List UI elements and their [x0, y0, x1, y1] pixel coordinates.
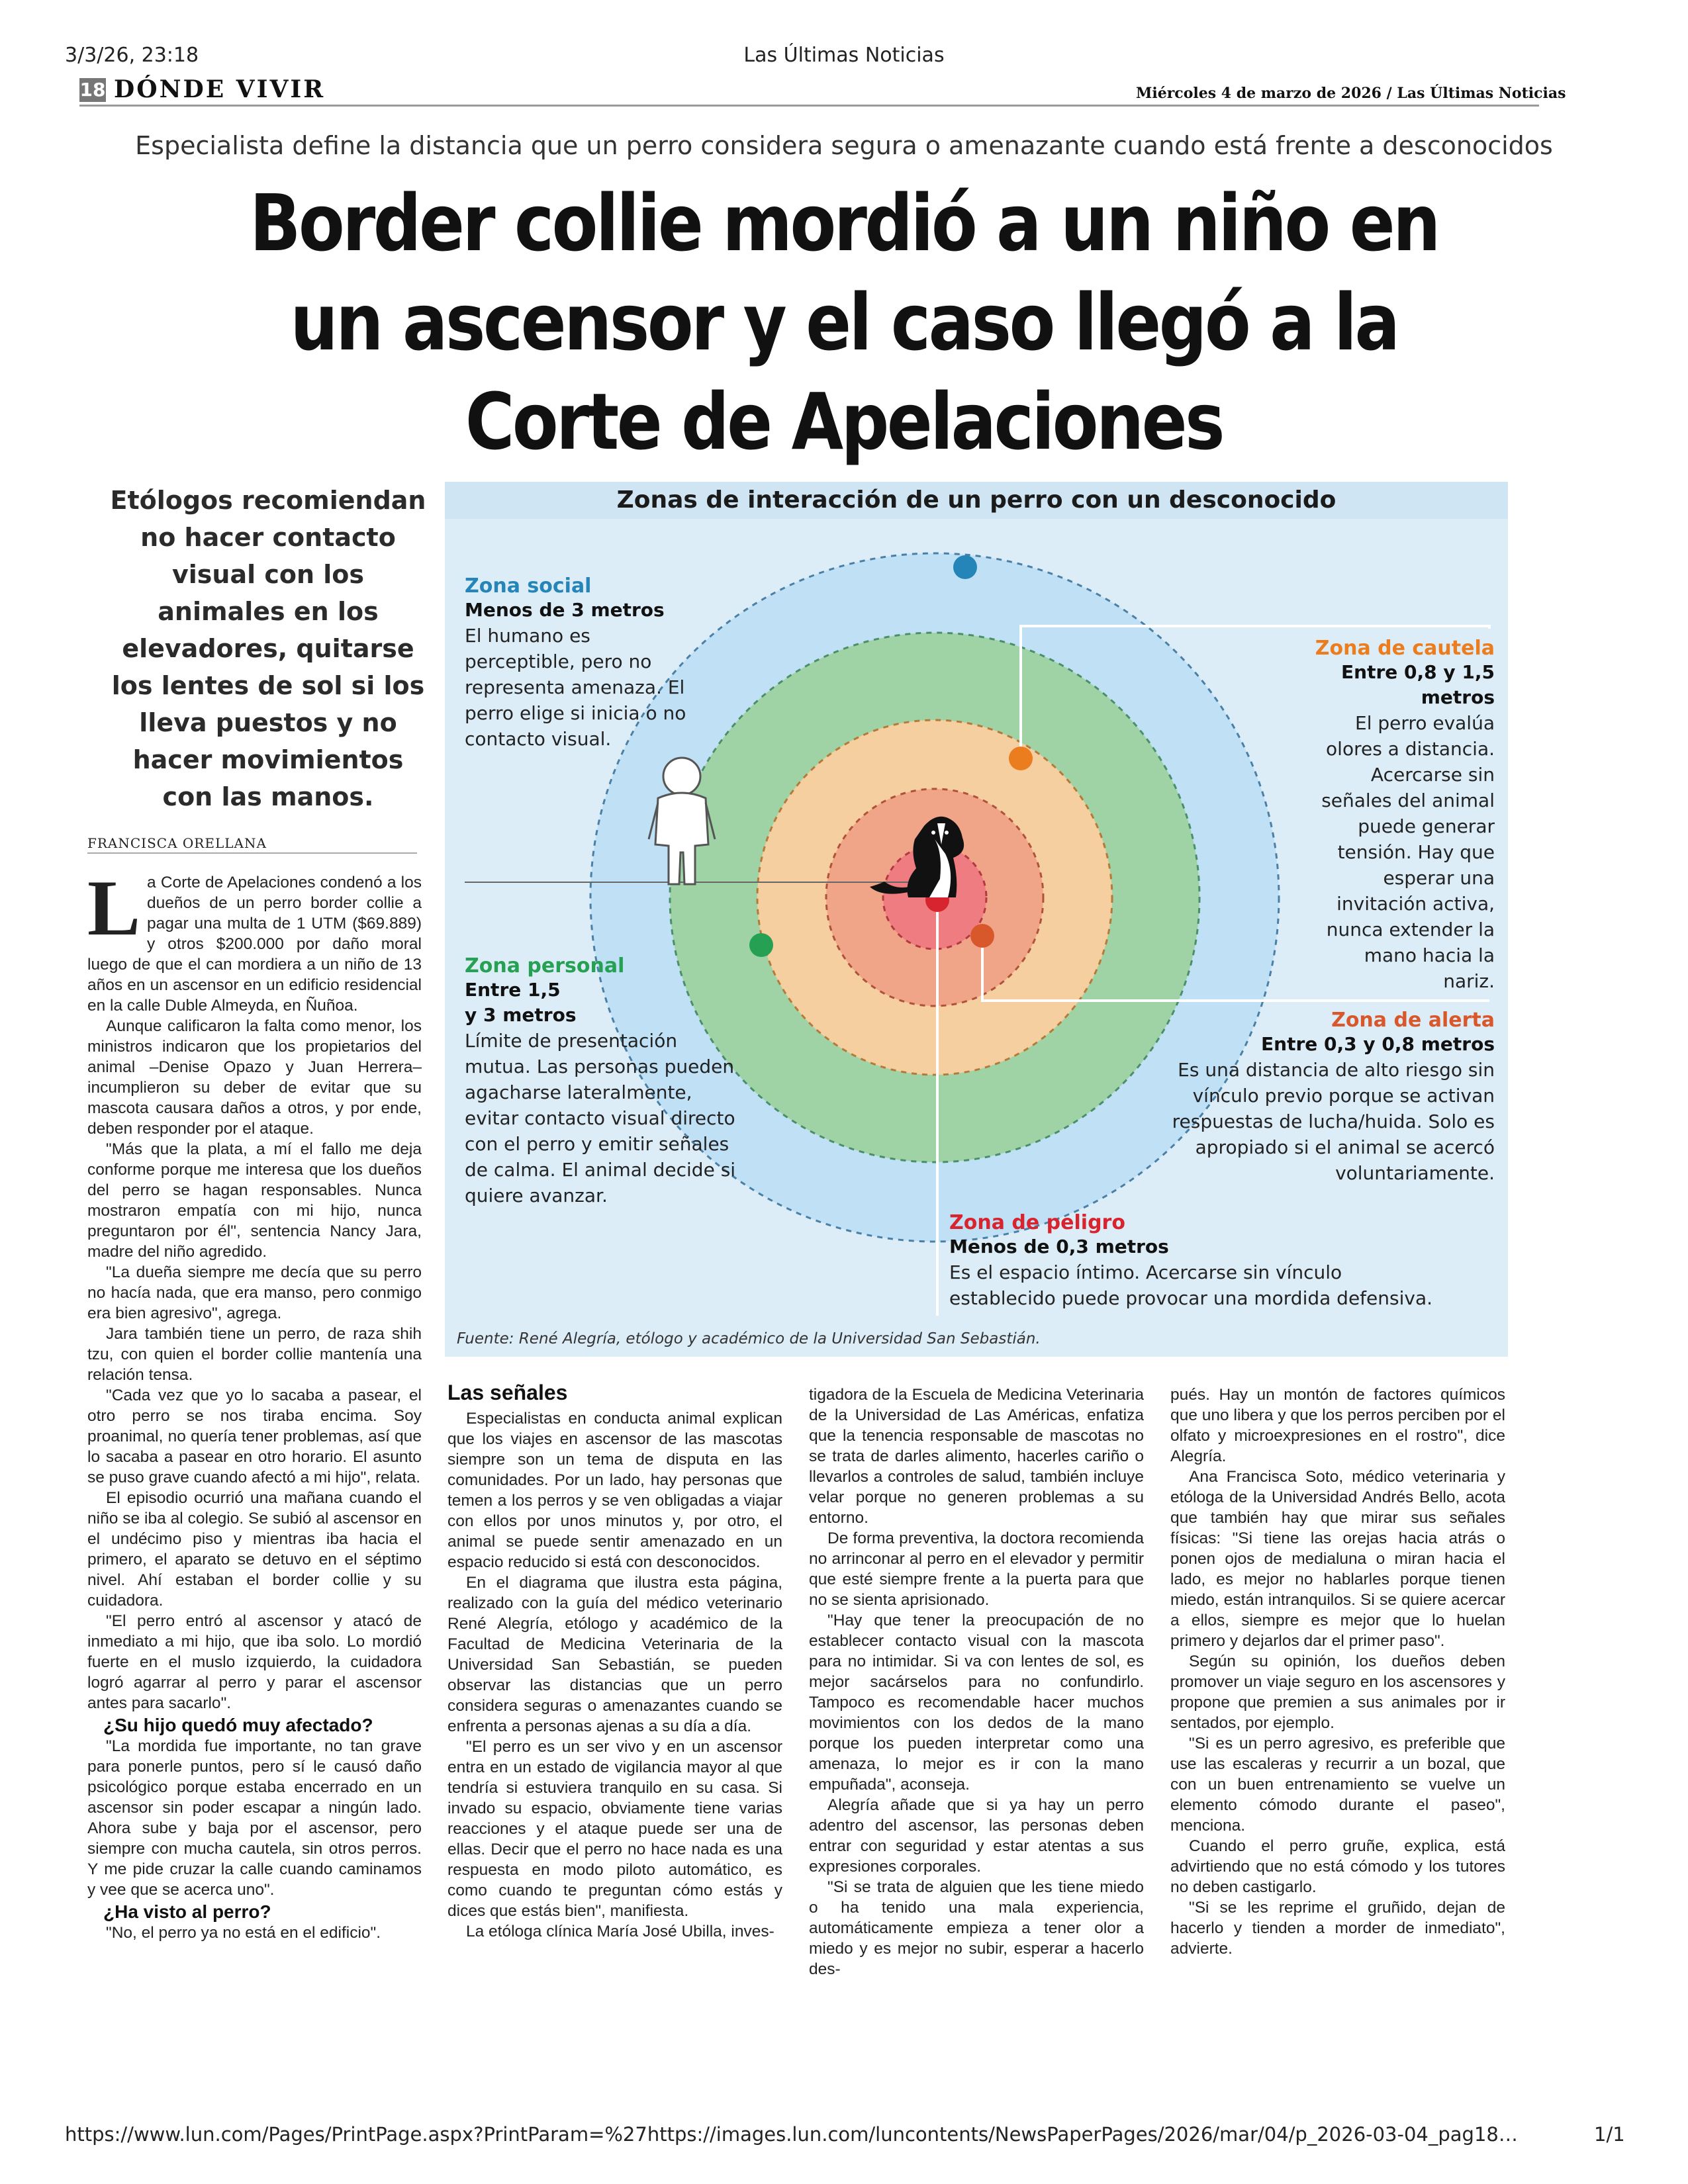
zone-personal: [465, 954, 743, 1208]
kicker: Especialista define la distancia que un perro considera segura o amenazante cuando está frente a desconocidos: [135, 131, 1553, 160]
section-heading: Las señales: [447, 1381, 568, 1404]
page-number: 18: [79, 79, 106, 101]
marker-personal: [749, 933, 773, 957]
paragraph: Según su opinión, los dueños deben promover un viaje seguro en los ascensores y propone que premien a sus animales por ir sentados, por ejemplo.: [1170, 1653, 1505, 1732]
header-rule: [79, 105, 1539, 107]
byline-rule: [87, 852, 417, 854]
zone-alerta: [1164, 1009, 1495, 1186]
zone-social-title: Zona social: [465, 574, 592, 598]
zone-peligro-range: Menos de 0,3 metros: [949, 1236, 1169, 1257]
marker-social: [953, 555, 977, 579]
paragraph: Especialistas en conducta animal explican que los viajes en ascensor de las mascotas siempre son un tema de disputa en las comunidades. Por un lado, hay personas que temen a los perros y se ven obligadas a viajar con ellos por unos minutos y, por otro, el animal se puede sentir amenazado en un espacio reducido si está con desconocidos.: [447, 1410, 782, 1571]
paragraph: "La mordida fue importante, no tan grave para ponerle puntos, pero sí le causó daño psicológico porque estaba encerrado en un ascensor sin poder escapar a ningún lado. Ahora sube y baja por el ascensor, pero siempre con mucha cautela, sin otros perros. Y me pide cruzar la calle cuando caminamos y vee que se acerca uno".: [87, 1737, 422, 1899]
paragraph: El episodio ocurrió una mañana cuando el niño se iba al colegio. Se subió al ascensor en el undécimo piso y mientras iba hacia el primero, el aparato se detuvo en el séptimo nivel. Ahí estaban el border collie y su cuidadora.: [87, 1489, 422, 1610]
paragraph: La etóloga clínica María José Ubilla, inves-: [466, 1923, 774, 1940]
zone-peligro-text: Es el espacio íntimo. Acercarse sin vínculo establecido puede provocar una mordida defensiva.: [949, 1261, 1433, 1309]
zone-alerta-text: Es una distancia de alto riesgo sin vínculo previo porque se activan respuestas de lucha/huida. Solo es apropiado si el animal se acercó voluntariamente.: [1172, 1059, 1495, 1184]
paragraph: a Corte de Apelaciones condenó a los dueños de un perro border collie a pagar una multa de 1 UTM ($69.889) y otros $200.000 por daño moral luego de que el can mordiera a un niño de 13 años en un ascensor en un edificio residencial en la calle Duble Almeyda, en Ñuñoa.: [87, 874, 422, 1015]
paragraph: tigadora de la Escuela de Medicina Veterinaria de la Universidad de Las Américas, enfatiza que la tenencia responsable de mascotas no se trata de darles alimento, hacerles cariño o llevarlos a controles de salud, también incluye velar porque no generen problemas a su entorno.: [809, 1386, 1144, 1527]
paragraph: "No, el perro ya no está en el edificio".: [106, 1924, 381, 1942]
article-column-1: [87, 864, 422, 1943]
deck: Etólogos recomiendan no hacer contacto visual con los animales en los elevadores, quitarse los lentes de sol si los lleva puestos y no hacer movimientos con las manos.: [110, 486, 426, 811]
date-separator: /: [1386, 85, 1392, 102]
zone-personal-range: Entre 1,5 y 3 metros: [465, 979, 577, 1026]
zone-cautela-title: Zona de cautela: [1315, 637, 1495, 660]
paragraph: Alegría añade que si ya hay un perro adentro del ascensor, las personas deben entrar con seguridad y estar atentas a sus expresiones corporales.: [809, 1796, 1144, 1876]
infographic: [445, 482, 1508, 1357]
paper-name: Las Últimas Noticias: [1397, 85, 1566, 102]
zone-peligro: [949, 1211, 1452, 1311]
zone-cautela: [1312, 637, 1495, 994]
paragraph: "El perro es un ser vivo y en un ascensor entra en un estado de vigilancia mayor al que tendría si estuviera tranquilo en su casa. Si invado su espacio, obviamente tiene varias reacciones y el ataque puede ser una de ellas. Decir que el perro no hace nada es una respuesta en modo piloto automático, es como cuando te preguntan cómo estás y dices que estás bien", manifiesta.: [447, 1738, 782, 1920]
zone-alerta-title: Zona de alerta: [1331, 1009, 1495, 1032]
print-site-title: Las Últimas Noticias: [743, 44, 945, 67]
paragraph: "Hay que tener la preocupación de no establecer contacto visual con la mascota para no intimidar. Si va con lentes de sol, es mejor sacárselos para no confundirlo. Tampoco es recomendable hacer muchos movimientos con los dedos de la mano porque los pueden interpretar como una amenaza, lo mejor es ir con la mano empuñada", aconseja.: [809, 1612, 1144, 1794]
headline: [0, 173, 1688, 471]
infographic-title: Zonas de interacción de un perro con un desconocido: [445, 482, 1508, 519]
paragraph: "Si se trata de alguien que les tiene miedo o ha tenido una mala experiencia, automáticamente empieza a tener olor a miedo y es mejor no subir, esperar a hacerlo des-: [809, 1878, 1144, 1978]
paragraph: Cuando el perro gruñe, explica, está advirtiendo que no está cómodo y los tutores no deben castigarlo.: [1170, 1837, 1505, 1896]
byline: FRANCISCA ORELLANA: [87, 835, 267, 851]
interview-question: ¿Ha visto al perro?: [103, 1901, 271, 1922]
article-column-3: [809, 1385, 1144, 1979]
zone-cautela-text: El perro evalúa olores a distancia. Acercarse sin señales del animal puede generar tensión. Hay que esperar una invitación activa, nunca extender la mano hacia la nariz.: [1321, 712, 1495, 992]
paragraph: "Cada vez que yo lo sacaba a pasear, el otro perro se nos tiraba encima. Soy proanimal, no quería tener problemas, así que lo sacaba a pasear en otro horario. El asunto se puso grave cuando afectó a mi hijo", relata.: [87, 1387, 422, 1486]
print-url[interactable]: https://www.lun.com/Pages/PrintPage.aspx?PrintParam=%27https://images.lun.com/luncontents/NewsPaperPages/2026/mar/04/p_2026-03-04_pag18…: [65, 2123, 1518, 2146]
issue-date-line: [1136, 85, 1566, 102]
paragraph: De forma preventiva, la doctora recomienda no arrinconar al perro en el elevador y permitir que esté siempre frente a la puerta para que no se sienta aprisionado.: [809, 1529, 1144, 1609]
marker-alerta: [970, 924, 994, 948]
zone-personal-title: Zona personal: [465, 954, 625, 978]
print-datetime: 3/3/26, 23:18: [65, 44, 199, 67]
zone-alerta-range: Entre 0,3 y 0,8 metros: [1261, 1033, 1495, 1055]
headline-line-2: un ascensor y el caso llegó a la: [290, 277, 1398, 368]
headline-line-3: Corte de Apelaciones: [465, 376, 1223, 467]
zone-social-text: El humano es perceptible, pero no representa amenaza. El perro elige si inicia o no contacto visual.: [465, 625, 686, 750]
paragraph: "La dueña siempre me decía que su perro no hacía nada, que era manso, pero conmigo era bien agresivo", agrega.: [87, 1263, 422, 1322]
section-name: DÓNDE VIVIR: [114, 75, 326, 103]
print-page-count: 1/1: [1594, 2123, 1625, 2146]
zone-peligro-title: Zona de peligro: [949, 1211, 1125, 1234]
zone-cautela-range: Entre 0,8 y 1,5 metros: [1341, 661, 1495, 708]
paragraph: "Si es un perro agresivo, es preferible que use las escaleras y recurrir a un bozal, que con un buen entrenamiento se vuelve un elemento cómodo durante el paseo", menciona.: [1170, 1735, 1505, 1835]
issue-date: Miércoles 4 de marzo de 2026: [1136, 85, 1382, 102]
zone-social-range: Menos de 3 metros: [465, 599, 665, 621]
paragraph: Ana Francisca Soto, médico veterinaria y etóloga de la Universidad Andrés Bello, acota que también hay que mirar sus señales físicas: "Si tiene las orejas hacia atrás o ponen ojos de medialuna o miran hacia el lado, es mejor no hablarles porque tienen miedo, están intranquilos. Si se quiere acercar a ellos, siempre es mejor que lo huelan primero y dejarlos dar el primer paso".: [1170, 1468, 1505, 1650]
paragraph: pués. Hay un montón de factores químicos que uno libera y que los perros perciben por el olfato y microexpresiones en el rostro", dice Alegría.: [1170, 1386, 1505, 1465]
paragraph: "Más que la plata, a mí el fallo me deja conforme porque me interesa que los dueños del perro se hagan responsables. Nunca mostraron empatía con mi hijo, nunca preguntaron por él", sentencia Nancy Jara, madre del niño agredido.: [87, 1140, 422, 1261]
paragraph: Aunque calificaron la falta como menor, los ministros indicaron que los propietarios del animal –Denise Opazo y Juan Herrera– incumplieron su deber de evitar que su mascota causara daños a otros, y por ende, deben responder por el ataque.: [87, 1017, 422, 1138]
article-column-4: [1170, 1385, 1505, 1959]
zone-personal-text: Límite de presentación mutua. Las personas pueden agacharse lateralmente, evitar contacto visual directo con el perro y emitir señales de calma. El animal decide si quiere avanzar.: [465, 1030, 736, 1206]
headline-line-1: Border collie mordió a un niño en: [250, 177, 1438, 269]
infographic-source: Fuente: René Alegría, etólogo y académico de la Universidad San Sebastián.: [457, 1330, 1041, 1347]
drop-cap: L: [87, 864, 141, 952]
interview-question: ¿Su hijo quedó muy afectado?: [103, 1715, 373, 1735]
marker-cautela: [1009, 747, 1033, 770]
paragraph: "El perro entró al ascensor y atacó de inmediato a mi hijo, que iba solo. Lo mordió fuerte en el muslo izquierdo, la cuidadora logró agarrar al perro y parar el ascensor antes para sacarlo".: [87, 1612, 422, 1712]
article-column-2: [447, 1381, 782, 1942]
paragraph: En el diagrama que ilustra esta página, realizado con la guía del médico veterinario René Alegría, etólogo y académico de la Facultad de Medicina Veterinaria de la Universidad San Sebastián, se pueden observar las distancias que un perro considera seguras o amenazantes cuando se enfrenta a personas ajenas a su día a día.: [447, 1574, 782, 1735]
paragraph: "Si se les reprime el gruñido, dejan de hacerlo y tienden a morder de inmediato", advierte.: [1170, 1899, 1505, 1958]
zone-social: [465, 574, 690, 752]
paragraph: Jara también tiene un perro, de raza shih tzu, con quien el border collie mantenía una relación tensa.: [87, 1325, 422, 1384]
